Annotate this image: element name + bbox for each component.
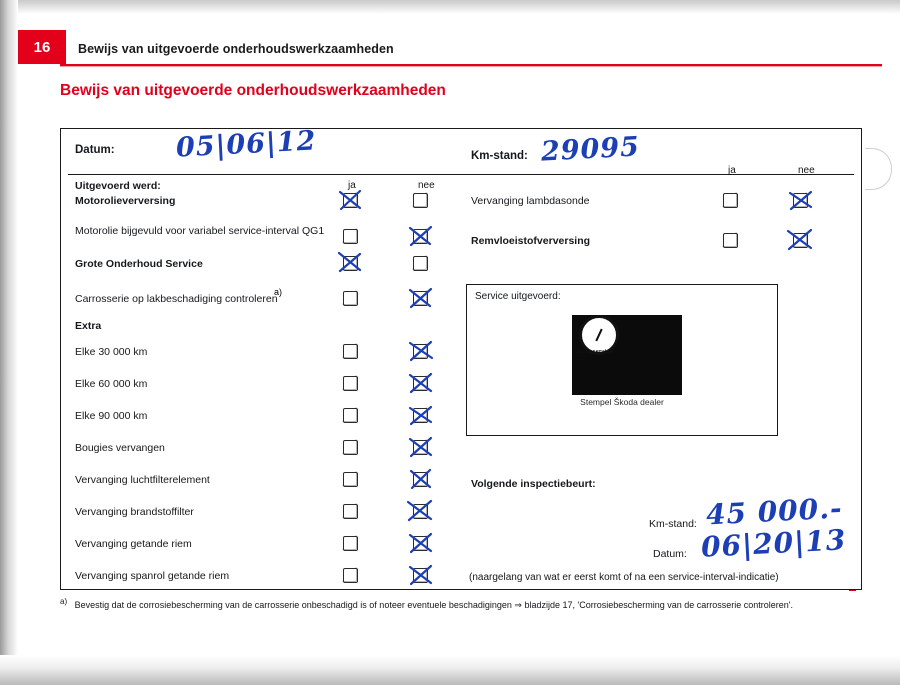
binder-ring xyxy=(865,148,892,190)
stamp-title: Service uitgevoerd: xyxy=(475,291,561,302)
row-label-grote-onderhoud-service: Grote Onderhoud Service xyxy=(75,258,203,270)
checkbox-bougies-yes[interactable] xyxy=(343,440,358,455)
extra-heading: Extra xyxy=(75,320,102,332)
next-date-label: Datum: xyxy=(653,548,687,560)
page-shadow-left xyxy=(0,0,18,685)
footnote xyxy=(60,596,870,612)
checkbox-getande-riem-yes[interactable] xyxy=(343,536,358,551)
date-value-handwritten: 05|06|12 xyxy=(175,125,318,164)
row-label-elke-30000: Elke 30 000 km xyxy=(75,346,148,358)
page-shadow-top xyxy=(0,0,900,14)
stamp-caption: Stempel Škoda dealer xyxy=(580,397,664,407)
next-km-label: Km-stand: xyxy=(649,518,697,530)
checkbox-carrosserie-yes[interactable] xyxy=(343,291,358,306)
checkbox-elke-30000-yes[interactable] xyxy=(343,344,358,359)
next-inspection-title: Volgende inspectiebeurt: xyxy=(471,478,596,490)
checkbox-bougies-no[interactable] xyxy=(413,440,428,455)
date-label: Datum: xyxy=(75,144,115,156)
row-label-motorolie-bijgevuld: Motorolie bijgevuld voor variabel service-interval QG1 xyxy=(75,225,325,237)
footnote-marker-a: a) xyxy=(274,287,283,297)
checkbox-brandstoffilter-no[interactable] xyxy=(413,504,428,519)
checkbox-luchtfilter-yes[interactable] xyxy=(343,472,358,487)
checkbox-grote-onderhoud-yes[interactable] xyxy=(343,256,358,271)
checkbox-grote-onderhoud-no[interactable] xyxy=(413,256,428,271)
page-title: Bewijs van uitgevoerde onderhoudswerkzaamheden xyxy=(60,82,446,99)
row-label-elke-90000: Elke 90 000 km xyxy=(75,410,148,422)
checkbox-elke-90000-no[interactable] xyxy=(413,408,428,423)
checkbox-luchtfilter-no[interactable] xyxy=(413,472,428,487)
next-inspection-note: (naargelang van wat er eerst komt of na een service-interval-indicatie) xyxy=(469,572,779,583)
row-label-elke-60000: Elke 60 000 km xyxy=(75,378,148,390)
row-label-spanrol: Vervanging spanrol getande riem xyxy=(75,570,230,582)
checkbox-brandstoffilter-yes[interactable] xyxy=(343,504,358,519)
footnote-mark: a) xyxy=(60,597,68,606)
column-header-yes-right: ja xyxy=(728,165,736,176)
checkbox-carrosserie-no[interactable] xyxy=(413,291,428,306)
row-label-getande-riem: Vervanging getande riem xyxy=(75,538,192,550)
checkbox-elke-60000-yes[interactable] xyxy=(343,376,358,391)
row-label-motorolieverversing: Motorolieverversing xyxy=(75,195,176,207)
row-label-carrosserie: Carrosserie op lakbeschadiging controleren xyxy=(75,293,278,305)
km-label: Km-stand: xyxy=(471,150,528,162)
checkbox-motorolie-bijgevuld-yes[interactable] xyxy=(343,229,358,244)
checkbox-remvloeistof-yes[interactable] xyxy=(723,233,738,248)
checkbox-getande-riem-no[interactable] xyxy=(413,536,428,551)
next-km-value-handwritten: 45 000.- xyxy=(705,491,844,532)
row-label-brandstoffilter: Vervanging brandstoffilter xyxy=(75,506,194,518)
column-header-yes-left: ja xyxy=(348,180,356,191)
checkbox-spanrol-no[interactable] xyxy=(413,568,428,583)
checkbox-elke-60000-no[interactable] xyxy=(413,376,428,391)
checkbox-remvloeistof-no[interactable] xyxy=(793,233,808,248)
row-label-bougies: Bougies vervangen xyxy=(75,442,165,454)
page-number-tab: 16 xyxy=(18,30,66,64)
checkbox-motorolie-bijgevuld-no[interactable] xyxy=(413,229,428,244)
checkbox-motorolieverversing-yes[interactable] xyxy=(343,193,358,208)
checkbox-motorolieverversing-no[interactable] xyxy=(413,193,428,208)
column-header-no-left: nee xyxy=(418,180,435,191)
checkbox-lambdasonde-no[interactable] xyxy=(793,193,808,208)
next-date-value-handwritten: 06|20|13 xyxy=(700,523,848,564)
km-value-handwritten: 29095 xyxy=(540,131,641,168)
service-stamp-box xyxy=(466,284,778,436)
column-header-no-right: nee xyxy=(798,165,815,176)
header-rule-thin xyxy=(60,66,882,67)
section-divider xyxy=(68,174,854,175)
checkbox-spanrol-yes[interactable] xyxy=(343,568,358,583)
checkbox-elke-90000-yes[interactable] xyxy=(343,408,358,423)
checkbox-elke-30000-no[interactable] xyxy=(413,344,428,359)
running-header: Bewijs van uitgevoerde onderhoudswerkzaamheden xyxy=(78,42,394,56)
checkbox-lambdasonde-yes[interactable] xyxy=(723,193,738,208)
row-label-remvloeistof: Remvloeistofverversing xyxy=(471,235,591,247)
performed-label: Uitgevoerd werd: xyxy=(75,180,161,192)
row-label-luchtfilter: Vervanging luchtfilterelement xyxy=(75,474,210,486)
row-label-lambdasonde: Vervanging lambdasonde xyxy=(471,195,590,207)
page-shadow-bottom xyxy=(0,655,900,685)
footnote-text: Bevestig dat de corrosiebescherming van de carrosserie onbeschadigd is of noteer eventuele beschadigingen ⇒ bladzijde 17, 'Corrosiebescherming van de carrosserie controleren'. xyxy=(74,600,794,610)
stamp-brand-text: Skodaservice xyxy=(575,349,613,355)
service-record-box xyxy=(60,125,862,590)
